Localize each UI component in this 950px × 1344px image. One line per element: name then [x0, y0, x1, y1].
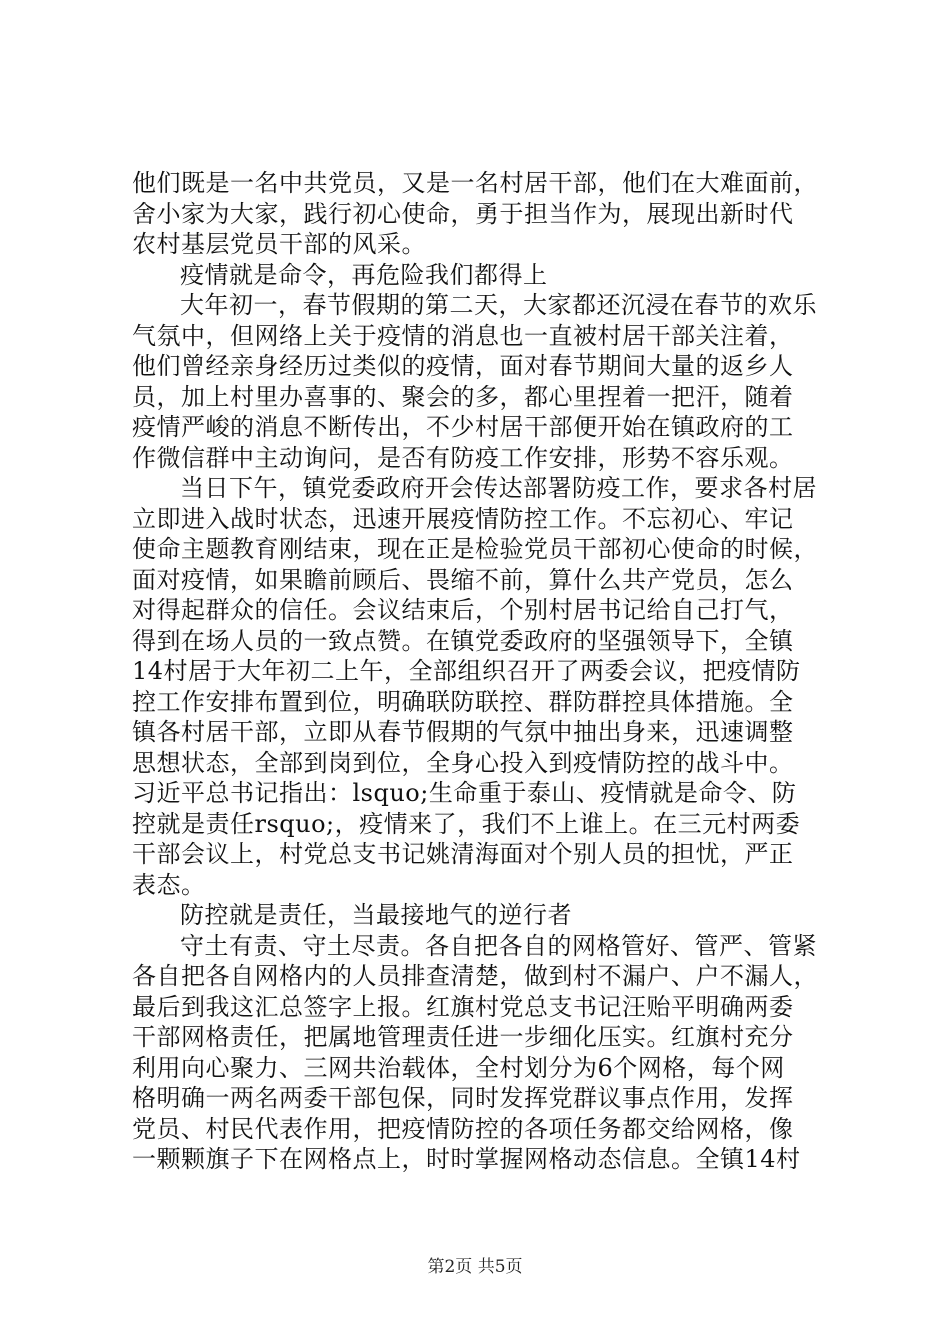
section-heading: 防控就是责任，当最接地气的逆行者: [180, 901, 572, 929]
text-line: 表态。: [132, 870, 206, 899]
text-line: 舍小家为大家，践行初心使命，勇于担当作为，展现出新时代: [132, 199, 794, 228]
text-line: 面对疫情，如果瞻前顾后、畏缩不前，算什么共产党员，怎么: [132, 565, 794, 594]
text-line: 员，加上村里办喜事的、聚会的多，都心里捏着一把汗，随着: [132, 382, 794, 411]
text-line: 农村基层党员干部的风采。: [132, 230, 426, 258]
text-line: 作微信群中主动询问，是否有防疫工作安排，形势不容乐观。: [132, 443, 794, 472]
document-body: [132, 168, 832, 1175]
text-line: 干部会议上，村党总支书记姚清海面对个别人员的担忧，严正: [132, 840, 794, 868]
text-line: 利用向心聚力、三网共治载体，全村划分为6个网格，每个网: [132, 1053, 785, 1082]
text-line: 镇各村居干部，立即从春节假期的气氛中抽出身来，迅速调整: [132, 718, 794, 746]
text-line: 习近平总书记指出：lsquo;生命重于泰山、疫情就是命令、防: [132, 779, 797, 807]
text-line: 他们既是一名中共党员，又是一名村居干部，他们在大难面前，: [132, 169, 818, 197]
text-line: 守土有责、守土尽责。各自把各自的网格管好、管严、管紧: [180, 931, 817, 960]
text-line: 各自把各自网格内的人员排查清楚，做到村不漏户、户不漏人，: [132, 962, 818, 990]
text-line: 最后到我这汇总签字上报。红旗村党总支书记汪贻平明确两委: [132, 992, 794, 1021]
text-line: 气氛中，但网络上关于疫情的消息也一直被村居干部关注着，: [132, 321, 794, 350]
text-line: 得到在场人员的一致点赞。在镇党委政府的坚强领导下，全镇: [132, 626, 794, 655]
text-line: 立即进入战时状态，迅速开展疫情防控工作。不忘初心、牢记: [132, 504, 794, 533]
text-line: 他们曾经亲身经历过类似的疫情，面对春节期间大量的返乡人: [132, 352, 794, 380]
text-line: 对得起群众的信任。会议结束后，个别村居书记给自己打气，: [132, 596, 794, 624]
text-line: 使命主题教育刚结束，现在正是检验党员干部初心使命的时候，: [132, 535, 818, 563]
text-line: 干部网格责任，把属地管理责任进一步细化压实。红旗村充分: [132, 1023, 794, 1051]
page-number-footer: 第2页 共5页: [427, 1257, 523, 1277]
text-line: 疫情严峻的消息不断传出，不少村居干部便开始在镇政府的工: [132, 413, 794, 441]
text-line: 一颗颗旗子下在网格点上，时时掌握网格动态信息。全镇14村: [132, 1145, 801, 1173]
text-line: 格明确一两名两委干部包保，同时发挥党群议事点作用，发挥: [132, 1084, 794, 1112]
text-line: 当日下午，镇党委政府开会传达部署防疫工作，要求各村居: [180, 474, 817, 502]
text-line: 控就是责任rsquo;，疫情来了，我们不上谁上。在三元村两委: [132, 809, 801, 838]
text-line: 控工作安排布置到位，明确联防联控、群防群控具体措施。全: [132, 687, 794, 716]
text-line: 14村居于大年初二上午，全部组织召开了两委会议，把疫情防: [132, 657, 801, 685]
text-line: 党员、村民代表作用，把疫情防控的各项任务都交给网格，像: [132, 1114, 794, 1143]
text-line: 大年初一，春节假期的第二天，大家都还沉浸在春节的欢乐: [180, 291, 817, 319]
text-line: 思想状态，全部到岗到位，全身心投入到疫情防控的战斗中。: [132, 748, 794, 777]
section-heading: 疫情就是命令，再危险我们都得上: [180, 260, 548, 289]
